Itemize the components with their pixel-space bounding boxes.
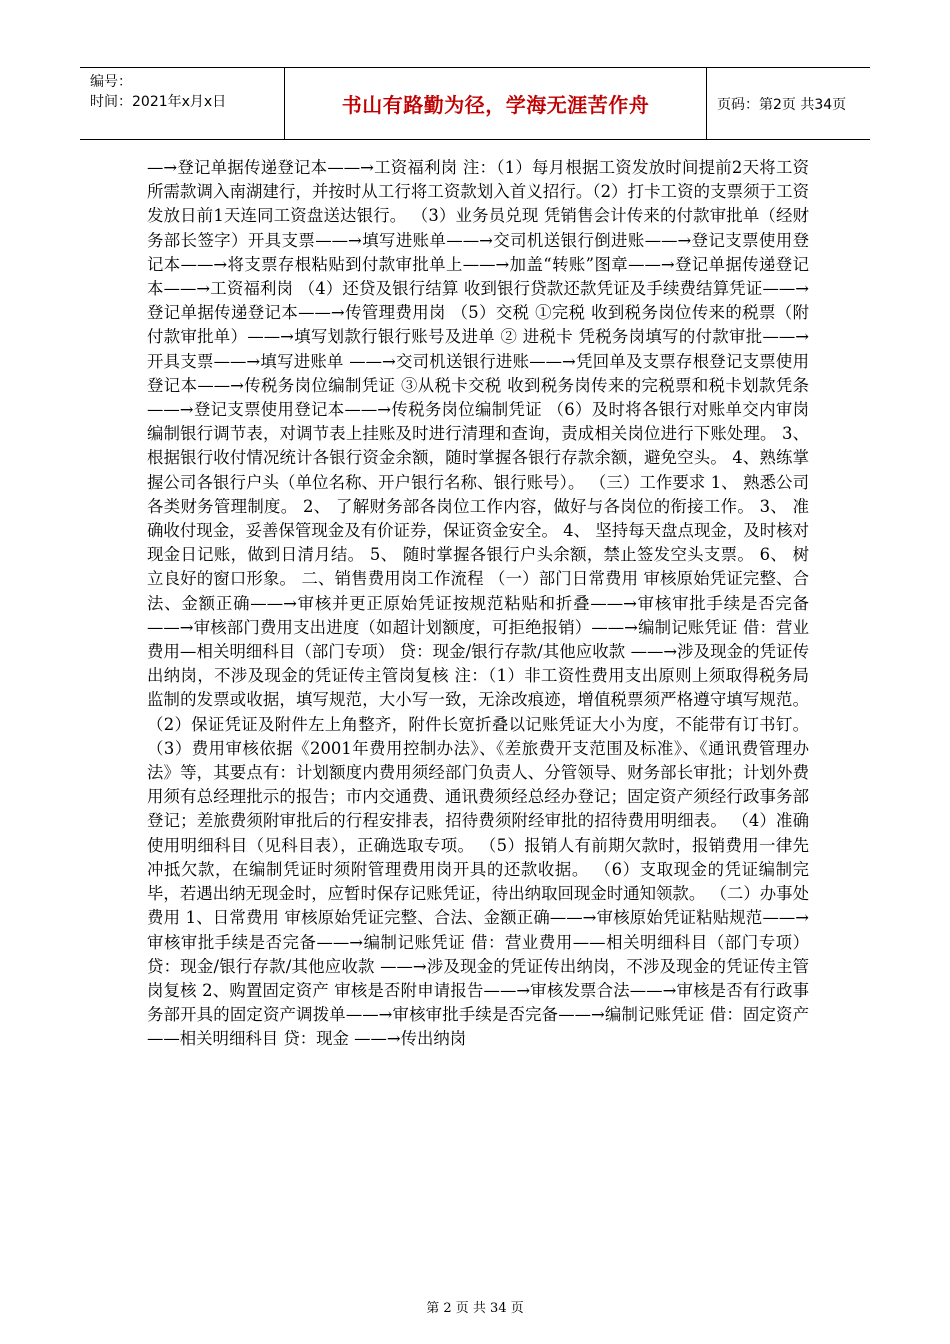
document-number-label: 编号：: [90, 74, 132, 90]
header-page-info: [707, 68, 870, 139]
document-body: —→登记单据传递登记本——→工资福利岗 注：（1）每月根据工资发放时间提前2天将工资所需款调入南湖建行，并按时从工行将工资款划入首义招行。（2）打卡工资的支票须于工资发放日前1天连同工资盘送达银行。 （3）业务员兑现 凭销售会计传来的付款审批单（经财务部长签字）开具支票——→填写进账单——→交司机送银行倒进账——→登记支票使用登记本——→将支票存根粘贴到付款审批单上——→加盖“转账”图章——→登记单据传递登记本——→工资福利岗 （4）还贷及银行结算 收到银行贷款还款凭证及手续费结算凭证——→登记单据传递登记本——→传管理费用岗 （5）交税 ①完税 收到税务岗位传来的税票（附付款审批单）——→填写划款行银行账号及进单 ② 进税卡 凭税务岗填写的付款审批——→开具支票——→填写进账单 ——→交司机送银行进账——→凭回单及支票存根登记支票使用登记本——→传税务岗位编制凭证 ③从税卡交税 收到税务岗传来的完税票和税卡划款凭条——→登记支票使用登记本——→传税务岗位编制凭证 （6）及时将各银行对账单交内审岗编制银行调节表，对调节表上挂账及时进行清理和查询，责成相关岗位进行下账处理。 3、根据银行收付情况统计各银行资金余额，随时掌握各银行存款余额，避免空头。 4、熟练掌握公司各银行户头（单位名称、开户银行名称、银行账号）。 （三）工作要求 1、 熟悉公司各类财务管理制度。 2、 了解财务部各岗位工作内容，做好与各岗位的衔接工作。 3、 准确收付现金，妥善保管现金及有价证券，保证资金安全。 4、 坚持每天盘点现金，及时核对现金日记账，做到日清月结。 5、 随时掌握各银行户头余额，禁止签发空头支票。 6、 树立良好的窗口形象。 二、销售费用岗工作流程 （一）部门日常费用 审核原始凭证完整、合法、金额正确——→审核并更正原始凭证按规范粘贴和折叠——→审核审批手续是否完备——→审核部门费用支出进度（如超计划额度，可拒绝报销）——→编制记账凭证 借：营业费用—相关明细科目（部门专项） 贷：现金/银行存款/其他应收款 ——→涉及现金的凭证传出纳岗，不涉及现金的凭证传主管岗复核 注：（1）非工资性费用支出原则上须取得税务局监制的发票或收据，填写规范，大小写一致，无涂改痕迹，增值税票须严格遵守填写规范。 （2）保证凭证及附件左上角整齐，附件长宽折叠以记账凭证大小为度，不能带有订书钉。 （3）费用审核依据《2001年费用控制办法》、《差旅费开支范围及标准》、《通讯费管理办法》等，其要点有：计划额度内费用须经部门负责人、分管领导、财务部长审批；计划外费用须有总经理批示的报告；市内交通费、通讯费须经总经办登记；固定资产须经行政事务部登记；差旅费须附审批后的行程安排表，招待费须附经审批的招待费用明细表。 （4）准确使用明细科目（见科目表），正确选取专项。 （5）报销人有前期欠款时，报销费用一律先冲抵欠款，在编制凭证时须附管理费用岗开具的还款收据。 （6）支取现金的凭证编制完毕，若遇出纳无现金时，应暂时保存记账凭证，待出纳取回现金时通知领款。 （二）办事处费用 1、日常费用 审核原始凭证完整、合法、金额正确——→审核原始凭证粘贴规范——→审核审批手续是否完备——→编制记账凭证 借：营业费用——相关明细科目（部门专项） 贷：现金/银行存款/其他应收款 ——→涉及现金的凭证传出纳岗，不涉及现金的凭证传主管岗复核 2、购置固定资产 审核是否附申请报告——→审核发票合法——→审核是否有行政事务部开具的固定资产调拨单——→审核审批手续是否完备——→编制记账凭证 借：固定资产——相关明细科目 贷：现金 ——→传出纳岗: [147, 158, 809, 1049]
motto-text: 书山有路勤为径，学海无涯苦作舟: [341, 93, 650, 117]
page-footer: 第 2 页 共 34 页: [426, 1301, 524, 1316]
document-date-label: 时间：2021年x月x日: [90, 94, 227, 110]
page-info-text: 页码：第2页 共34页: [717, 96, 847, 113]
header-meta: [80, 68, 285, 139]
page-header: [80, 67, 870, 140]
header-motto-cell: [285, 68, 707, 139]
